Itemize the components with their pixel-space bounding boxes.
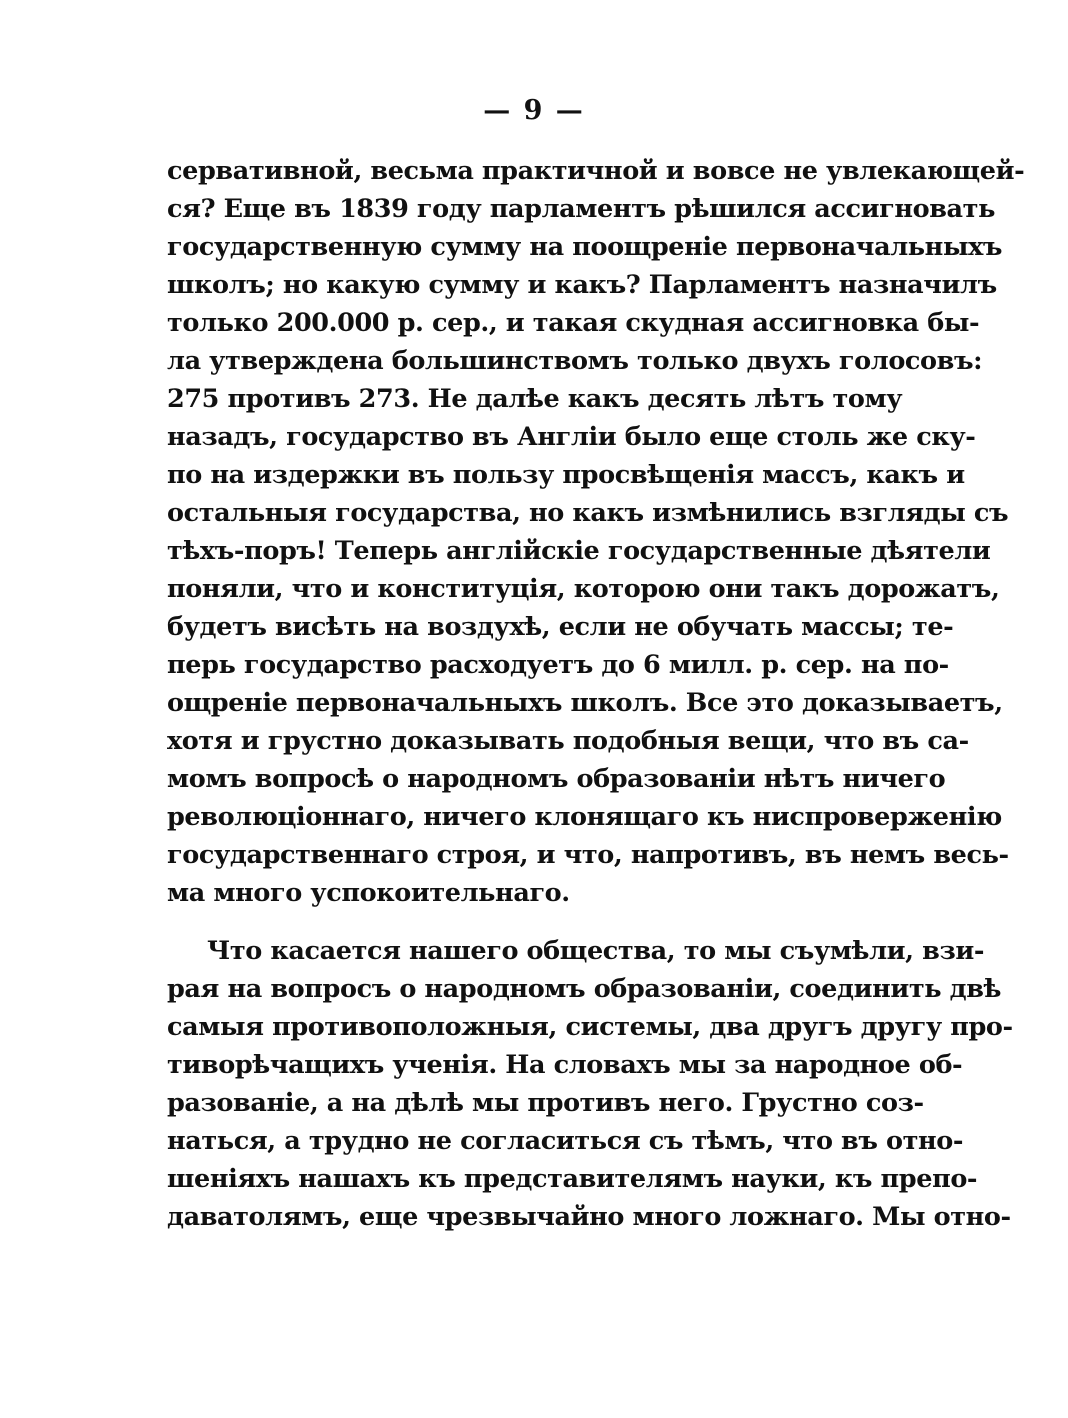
text-line: наться, а трудно не согласиться съ тѣмъ, что въ отно- <box>167 1126 964 1156</box>
text-line: ощреніе первоначальныхъ школъ. Все это доказываетъ, <box>167 688 1003 718</box>
text-line: хотя и грустно доказывать подобныя вещи, что въ са- <box>167 726 969 756</box>
text-line: будетъ висѣть на воздухѣ, если не обучать массы; те- <box>167 612 954 642</box>
text-line: поняли, что и конституція, которою они такъ дорожатъ, <box>167 574 1000 604</box>
text-line: шеніяхъ нашахъ къ представителямъ науки, къ препо- <box>167 1164 978 1194</box>
text-line: школъ; но какую сумму и какъ? Парламентъ назначилъ <box>167 270 997 300</box>
paragraph-2 <box>167 932 1013 1236</box>
text-line: государственную сумму на поощреніе первоначальныхъ <box>167 232 1003 262</box>
text-line: рая на вопросъ о народномъ образованіи, соединить двѣ <box>167 974 1002 1004</box>
page-number: — 9 — <box>483 95 585 126</box>
text-line: ла утверждена большинствомъ только двухъ голосовъ: <box>167 346 983 376</box>
text-line: сервативной, весьма практичной и вовсе не увлекающей- <box>167 156 1025 186</box>
text-line: революціоннаго, ничего клонящаго къ ниспроверженію <box>167 802 1002 832</box>
text-line: тѣхъ-поръ! Теперь англійскіе государственные дѣятели <box>167 536 991 566</box>
paragraph-1 <box>167 152 1025 912</box>
text-line: тиворѣчащихъ ученія. На словахъ мы за народное об- <box>167 1050 963 1080</box>
text-line: назадъ, государство въ Англіи было еще столь же ску- <box>167 422 976 452</box>
text-line: даватолямъ, еще чрезвычайно много ложнаго. Мы отно- <box>167 1202 1011 1232</box>
text-line: по на издержки въ пользу просвѣщенія массъ, какъ и <box>167 460 965 490</box>
paragraph-gap <box>167 912 883 932</box>
text-line: остальныя государства, но какъ измѣнились взгляды съ <box>167 498 1009 528</box>
text-line: государственнаго строя, и что, напротивъ, въ немъ весь- <box>167 840 1009 870</box>
text-line: ма много успокоительнаго. <box>167 878 570 908</box>
text-line: перь государство расходуетъ до 6 милл. р. сер. на по- <box>167 650 949 680</box>
text-line: ся? Еще въ 1839 году парламентъ рѣшился ассигновать <box>167 194 995 224</box>
text-line: 275 противъ 273. Не далѣе какъ десять лѣтъ тому <box>167 384 903 414</box>
text-line: разованіе, а на дѣлѣ мы противъ него. Грустно соз- <box>167 1088 924 1118</box>
text-line: самыя противоположныя, системы, два другъ другу про- <box>167 1012 1013 1042</box>
text-line: только 200.000 р. сер., и такая скудная ассигновка бы- <box>167 308 980 338</box>
text-line: Что касается нашего общества, то мы съумѣли, взи- <box>207 936 985 966</box>
body-text <box>167 152 1025 1236</box>
text-line: момъ вопросѣ о народномъ образованіи нѣтъ ничего <box>167 764 946 794</box>
